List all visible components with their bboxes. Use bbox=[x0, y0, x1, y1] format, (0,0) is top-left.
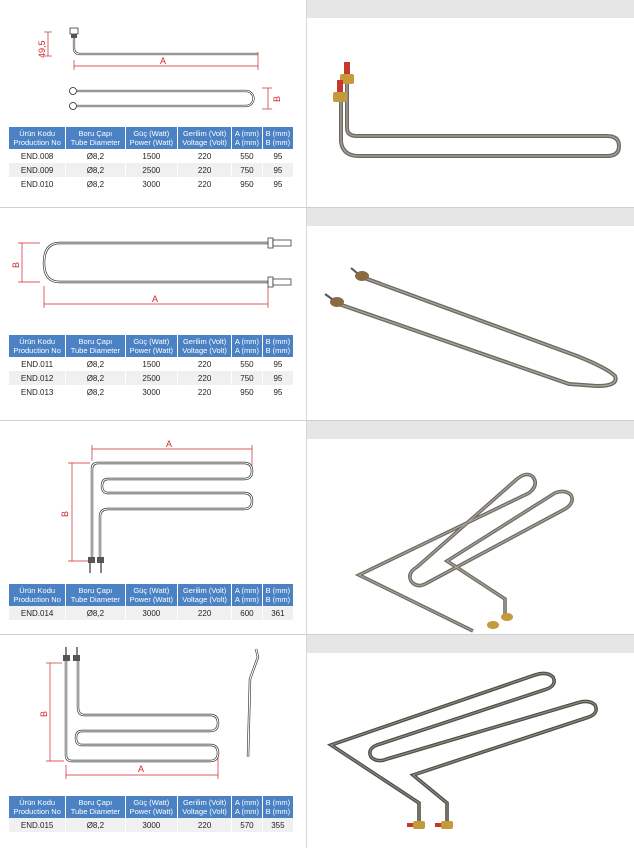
header-product-no: Ürün Kodu Production No bbox=[9, 584, 65, 606]
header-voltage: Gerilim (Volt) Voltage (Volt) bbox=[178, 796, 231, 818]
cell-diameter: Ø8,2 bbox=[66, 149, 124, 163]
photo-panel-4 bbox=[307, 635, 634, 848]
cell-power: 1500 bbox=[126, 149, 178, 163]
photo-panel-1 bbox=[307, 0, 634, 208]
header-power: Güç (Watt) Power (Watt) bbox=[126, 335, 178, 357]
technical-drawing-4 bbox=[0, 635, 306, 795]
cell-code: END.015 bbox=[9, 818, 65, 832]
dim-h-label: 49,5 bbox=[37, 40, 47, 58]
technical-drawing-1 bbox=[0, 0, 306, 124]
heater-photo-1 bbox=[307, 18, 634, 208]
cell-a: 950 bbox=[232, 177, 262, 191]
header-tube-diameter: Boru Çapı Tube Diameter bbox=[66, 796, 124, 818]
cell-a: 550 bbox=[232, 357, 262, 371]
cell-diameter: Ø8,2 bbox=[66, 606, 124, 620]
cell-code: END.009 bbox=[9, 163, 65, 177]
cell-voltage: 220 bbox=[178, 149, 231, 163]
cell-diameter: Ø8,2 bbox=[66, 818, 124, 832]
header-product-no: Ürün Kodu Production No bbox=[9, 127, 65, 149]
photo-header-bar bbox=[307, 0, 634, 18]
photo-header-bar bbox=[307, 421, 634, 439]
table-row bbox=[9, 149, 293, 163]
header-tube-diameter: Boru Çapı Tube Diameter bbox=[66, 584, 124, 606]
spec-table-4 bbox=[8, 796, 294, 832]
cell-a: 550 bbox=[232, 149, 262, 163]
dim-b-label: B bbox=[272, 95, 282, 102]
spec-panel-2 bbox=[0, 208, 306, 421]
cell-a: 950 bbox=[232, 385, 262, 399]
cell-a: 600 bbox=[232, 606, 262, 620]
header-a: A (mm) A (mm) bbox=[232, 127, 262, 149]
cell-diameter: Ø8,2 bbox=[66, 385, 124, 399]
dim-b-label: B bbox=[11, 261, 21, 268]
cell-code: END.013 bbox=[9, 385, 65, 399]
cell-b: 95 bbox=[263, 177, 293, 191]
cell-power: 1500 bbox=[126, 357, 178, 371]
cell-power: 3000 bbox=[126, 818, 178, 832]
spec-table-header bbox=[9, 127, 293, 149]
cell-b: 95 bbox=[263, 357, 293, 371]
cell-voltage: 220 bbox=[178, 818, 231, 832]
cell-voltage: 220 bbox=[178, 357, 231, 371]
photo-header-bar bbox=[307, 208, 634, 226]
table-row bbox=[9, 606, 293, 620]
header-product-no: Ürün Kodu Production No bbox=[9, 335, 65, 357]
header-power: Güç (Watt) Power (Watt) bbox=[126, 796, 178, 818]
table-row bbox=[9, 357, 293, 371]
header-tube-diameter: Boru Çapı Tube Diameter bbox=[66, 127, 124, 149]
dim-a-label: A bbox=[166, 439, 173, 449]
cell-b: 95 bbox=[263, 385, 293, 399]
dim-a-label: A bbox=[152, 294, 159, 304]
spec-table-3 bbox=[8, 584, 294, 620]
table-row bbox=[9, 177, 293, 191]
cell-b: 355 bbox=[263, 818, 293, 832]
header-a: A (mm) A (mm) bbox=[232, 796, 262, 818]
header-voltage: Gerilim (Volt) Voltage (Volt) bbox=[178, 335, 231, 357]
spec-panel-3 bbox=[0, 421, 306, 635]
header-b: B (mm) B (mm) bbox=[263, 335, 293, 357]
header-voltage: Gerilim (Volt) Voltage (Volt) bbox=[178, 584, 231, 606]
cell-code: END.011 bbox=[9, 357, 65, 371]
table-row bbox=[9, 163, 293, 177]
table-row bbox=[9, 818, 293, 832]
technical-drawing-2 bbox=[0, 208, 306, 334]
cell-voltage: 220 bbox=[178, 385, 231, 399]
cell-power: 2500 bbox=[126, 163, 178, 177]
photo-panel-3 bbox=[307, 421, 634, 635]
header-a: A (mm) A (mm) bbox=[232, 584, 262, 606]
heater-photo-3 bbox=[307, 439, 634, 635]
cell-voltage: 220 bbox=[178, 177, 231, 191]
header-b: B (mm) B (mm) bbox=[263, 127, 293, 149]
spec-table-2 bbox=[8, 335, 294, 399]
technical-drawing-3 bbox=[0, 421, 306, 581]
header-power: Güç (Watt) Power (Watt) bbox=[126, 127, 178, 149]
header-tube-diameter: Boru Çapı Tube Diameter bbox=[66, 335, 124, 357]
cell-voltage: 220 bbox=[178, 371, 231, 385]
heater-photo-4 bbox=[307, 653, 634, 848]
header-a: A (mm) A (mm) bbox=[232, 335, 262, 357]
header-product-no: Ürün Kodu Production No bbox=[9, 796, 65, 818]
spec-table-header bbox=[9, 335, 293, 357]
cell-code: END.010 bbox=[9, 177, 65, 191]
product-section-3 bbox=[0, 421, 634, 635]
cell-a: 750 bbox=[232, 371, 262, 385]
header-b: B (mm) B (mm) bbox=[263, 584, 293, 606]
cell-voltage: 220 bbox=[178, 606, 231, 620]
spec-table-header bbox=[9, 584, 293, 606]
product-section-2 bbox=[0, 208, 634, 421]
cell-a: 750 bbox=[232, 163, 262, 177]
product-section-1 bbox=[0, 0, 634, 208]
spec-table-header bbox=[9, 796, 293, 818]
photo-header-bar bbox=[307, 635, 634, 653]
spec-panel-1 bbox=[0, 0, 306, 208]
header-power: Güç (Watt) Power (Watt) bbox=[126, 584, 178, 606]
spec-table-1 bbox=[8, 127, 294, 191]
cell-code: END.008 bbox=[9, 149, 65, 163]
cell-power: 3000 bbox=[126, 606, 178, 620]
table-row bbox=[9, 371, 293, 385]
cell-code: END.014 bbox=[9, 606, 65, 620]
cell-power: 2500 bbox=[126, 371, 178, 385]
cell-diameter: Ø8,2 bbox=[66, 163, 124, 177]
cell-diameter: Ø8,2 bbox=[66, 371, 124, 385]
cell-a: 570 bbox=[232, 818, 262, 832]
dim-b-label: B bbox=[39, 710, 49, 717]
header-b: B (mm) B (mm) bbox=[263, 796, 293, 818]
cell-power: 3000 bbox=[126, 385, 178, 399]
dim-a-label: A bbox=[138, 764, 145, 774]
dim-a-label: A bbox=[160, 56, 167, 66]
photo-panel-2 bbox=[307, 208, 634, 421]
cell-b: 95 bbox=[263, 163, 293, 177]
cell-code: END.012 bbox=[9, 371, 65, 385]
table-row bbox=[9, 385, 293, 399]
cell-b: 361 bbox=[263, 606, 293, 620]
dim-b-label: B bbox=[60, 510, 70, 517]
cell-diameter: Ø8,2 bbox=[66, 177, 124, 191]
product-section-4 bbox=[0, 635, 634, 848]
spec-panel-4 bbox=[0, 635, 306, 848]
cell-b: 95 bbox=[263, 371, 293, 385]
header-voltage: Gerilim (Volt) Voltage (Volt) bbox=[178, 127, 231, 149]
cell-voltage: 220 bbox=[178, 163, 231, 177]
cell-b: 95 bbox=[263, 149, 293, 163]
cell-diameter: Ø8,2 bbox=[66, 357, 124, 371]
cell-power: 3000 bbox=[126, 177, 178, 191]
heater-photo-2 bbox=[307, 226, 634, 421]
